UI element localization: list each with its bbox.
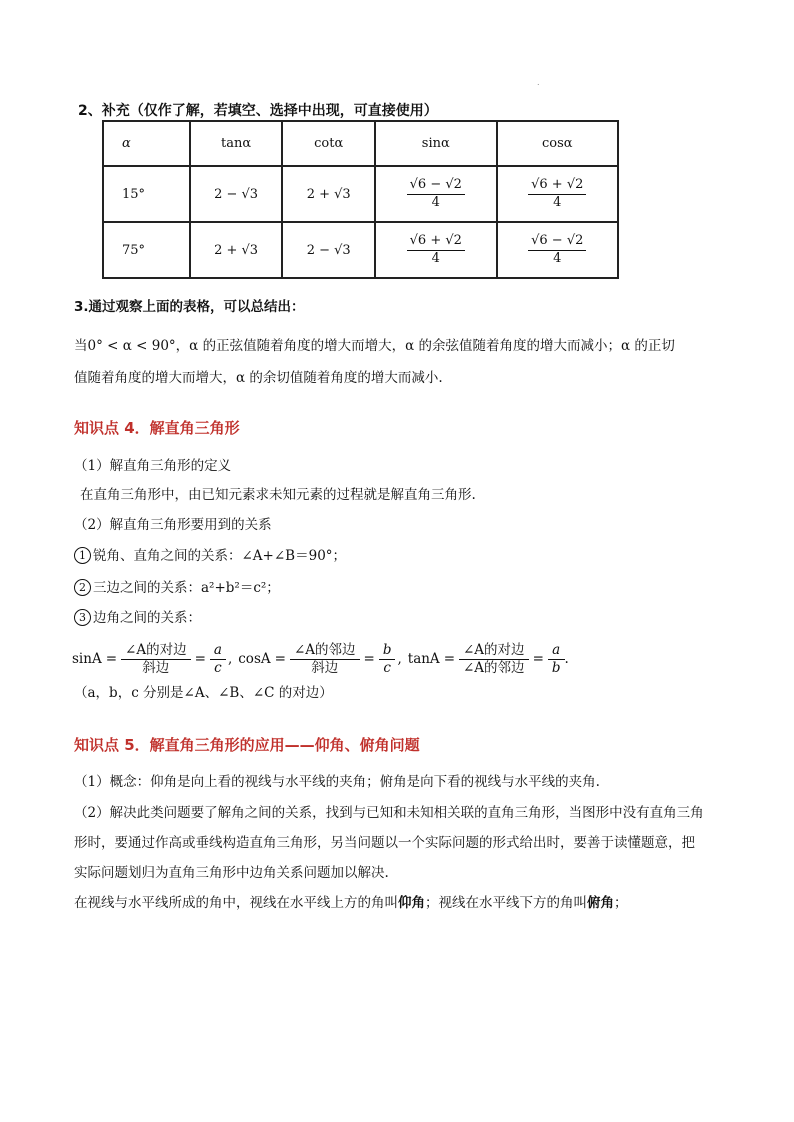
sin-label: sinA <box>72 651 102 667</box>
cell-cot: 2 + √3 <box>282 166 375 222</box>
definition-text: 在直角三角形中，由已知元素求未知元素的过程就是解直角三角形. <box>80 487 476 503</box>
sin-letter-fraction: $\frac{a}{c}$ <box>210 642 226 677</box>
sides-note: （a，b，c 分别是∠A、∠B、∠C 的对边） <box>74 685 333 701</box>
cos-label: cosA <box>238 651 271 667</box>
cell-cot: 2 − √3 <box>282 222 375 278</box>
knowledge-point-4-heading: 知识点 4．解直角三角形 <box>74 419 240 437</box>
cos-letter-fraction: $\frac{b}{c}$ <box>379 642 396 677</box>
cell-tan: 2 − √3 <box>190 166 283 222</box>
fraction: $\frac{√6 - √2}{4}$ <box>407 178 465 211</box>
relation-1 <box>74 546 346 566</box>
fraction: $\frac{√6 - √2}{4}$ <box>528 234 586 267</box>
header-cot: cotα <box>282 121 375 166</box>
fraction: $\frac{√6 + √2}{4}$ <box>407 234 465 267</box>
tan-label: tanA <box>407 651 440 667</box>
relation-2 <box>74 578 280 598</box>
tan-word-fraction: $\frac{\text{∠A的对边}}{\text{∠A的邻边}}$ <box>459 642 529 677</box>
table-header-row <box>103 121 618 166</box>
header-alpha: α <box>103 121 190 166</box>
circled-number: 1 <box>74 547 91 564</box>
section-3-title: 3.通过观察上面的表格，可以总结出： <box>74 299 305 315</box>
cos-word-fraction: $\frac{\text{∠A的邻边}}{\text{斜边}}$ <box>290 642 360 677</box>
trig-ratio-formulas: sinA = $\frac{\text{∠A的对边}}{\text{斜边}}$ = $\frac{a}{c}$ , cosA = $\frac{\text{∠A的邻边}}{\text{斜边}}$ = $\frac{b}{c}$ , tanA = $\frac{\text{∠A的对边}}{\text{∠A的邻边}}$ = $\frac{a}{b}$ . <box>72 641 569 676</box>
trig-values-table <box>102 120 619 279</box>
concept-text: （1）概念：仰角是向上看的视线与水平线的夹角；俯角是向下看的视线与水平线的夹角. <box>74 774 600 790</box>
table-row <box>103 222 618 278</box>
relation-2-text: 三边之间的关系：a²+b²＝c²； <box>93 580 280 596</box>
fraction: $\frac{√6 + √2}{4}$ <box>528 178 586 211</box>
angle-definition-line: 在视线与水平线所成的角中，视线在水平线上方的角叫仰角；视线在水平线下方的角叫俯角； <box>74 895 628 911</box>
section-2-title: 2、补充（仅作了解，若填空、选择中出现，可直接使用） <box>78 103 438 119</box>
cell-angle: 15° <box>103 166 190 222</box>
solve-line-3: 实际问题划归为直角三角形中边角关系问题加以解决. <box>74 865 389 881</box>
header-cos: cosα <box>497 121 618 166</box>
section-3-line-1: 当0° < α < 90°，α 的正弦值随着角度的增大而增大，α 的余弦值随着角度的增大而减小；α 的正切 <box>74 338 675 354</box>
knowledge-point-5-heading: 知识点 5．解直角三角形的应用——仰角、俯角问题 <box>74 736 420 754</box>
cell-sin <box>375 222 496 278</box>
depression-angle-term: 俯角 <box>587 895 614 911</box>
cell-sin <box>375 166 496 222</box>
cell-tan: 2 + √3 <box>190 222 283 278</box>
cell-cos <box>497 166 618 222</box>
section-3-line-2: 值随着角度的增大而增大，α 的余切值随着角度的增大而减小. <box>74 370 443 386</box>
header-sin: sinα <box>375 121 496 166</box>
tan-letter-fraction: $\frac{a}{b}$ <box>548 642 565 677</box>
header-tan: tanα <box>190 121 283 166</box>
table-row <box>103 166 618 222</box>
circled-number: 2 <box>74 579 91 596</box>
cell-cos <box>497 222 618 278</box>
cell-angle: 75° <box>103 222 190 278</box>
stray-dot: . <box>537 78 540 87</box>
relation-3 <box>74 608 201 628</box>
elevation-angle-term: 仰角 <box>398 895 425 911</box>
solve-line-2: 形时，要通过作高或垂线构造直角三角形，另当问题以一个实际问题的形式给出时，要善于读懂题意，把 <box>74 835 695 851</box>
sin-word-fraction: $\frac{\text{∠A的对边}}{\text{斜边}}$ <box>121 642 191 677</box>
relation-3-text: 边角之间的关系： <box>93 610 201 626</box>
relations-title: （2）解直角三角形要用到的关系 <box>74 517 272 533</box>
circled-number: 3 <box>74 609 91 626</box>
relation-1-text: 锐角、直角之间的关系：∠A+∠B＝90°； <box>93 548 347 564</box>
definition-title: （1）解直角三角形的定义 <box>74 458 232 474</box>
solve-line-1: （2）解决此类问题要了解角之间的关系，找到与已知和未知相关联的直角三角形，当图形中没有直角三角 <box>74 805 704 821</box>
